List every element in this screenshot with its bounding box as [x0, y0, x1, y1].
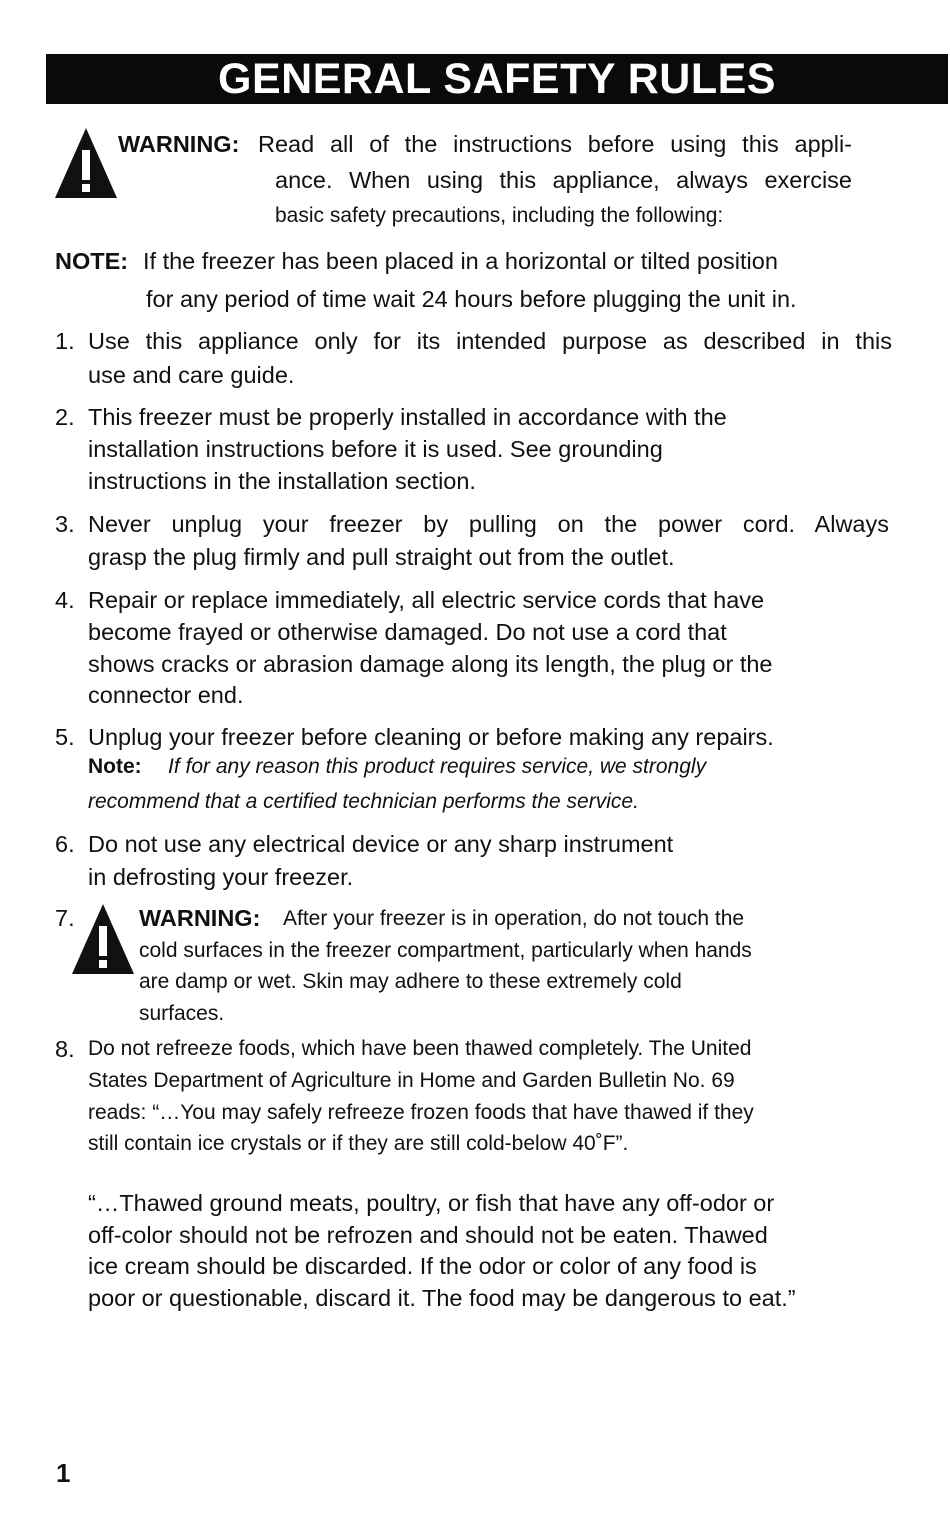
- item-7-number: 7.: [55, 905, 75, 931]
- item-8-quote-line-4: poor or questionable, discard it. The food may be dangerous to eat.”: [88, 1285, 796, 1311]
- warning-triangle-icon: [53, 126, 119, 200]
- warning-label: WARNING:: [118, 131, 240, 157]
- warning-triangle-icon: [70, 902, 136, 976]
- item-8-line-2: States Department of Agriculture in Home and Garden Bulletin No. 69: [88, 1069, 735, 1092]
- item-7-line-2: cold surfaces in the freezer compartment, particularly when hands: [139, 939, 752, 962]
- item-1-line-1: Use this appliance only for its intended purpose as described in this: [88, 328, 892, 354]
- item-5-note-label: Note:: [88, 755, 142, 778]
- item-3-number: 3.: [55, 511, 75, 537]
- item-8-quote-line-1: “…Thawed ground meats, poultry, or fish that have any off-odor or: [88, 1190, 775, 1216]
- item-3-line-1: Never unplug your freezer by pulling on the power cord. Always: [88, 511, 889, 537]
- item-4-line-1: Repair or replace immediately, all electric service cords that have: [88, 587, 765, 613]
- warning-line-2: ance. When using this appliance, always exercise: [275, 167, 852, 193]
- note-line-1: If the freezer has been placed in a horizontal or tilted position: [143, 248, 778, 274]
- item-2-number: 2.: [55, 404, 75, 430]
- item-6-line-1: Do not use any electrical device or any sharp instrument: [88, 831, 674, 857]
- page-title: GENERAL SAFETY RULES: [46, 54, 948, 104]
- item-7-warning-label: WARNING:: [139, 905, 261, 931]
- item-2-line-1: This freezer must be properly installed in accordance with the: [88, 404, 727, 430]
- item-7-line-1: After your freezer is in operation, do not touch the: [283, 907, 745, 930]
- warning-line-3: basic safety precautions, including the following:: [275, 204, 724, 227]
- item-8-quote-line-3: ice cream should be discarded. If the odor or color of any food is: [88, 1253, 757, 1279]
- item-3-line-2: grasp the plug firmly and pull straight out from the outlet.: [88, 544, 675, 570]
- item-2-line-3: instructions in the installation section.: [88, 468, 476, 494]
- item-4-line-3: shows cracks or abrasion damage along its length, the plug or the: [88, 651, 773, 677]
- item-8-number: 8.: [55, 1036, 75, 1062]
- page-number: 1: [56, 1458, 71, 1488]
- item-7-line-3: are damp or wet. Skin may adhere to these extremely cold: [139, 970, 682, 993]
- item-2-line-2: installation instructions before it is used. See grounding: [88, 436, 663, 462]
- item-5-line-1: Unplug your freezer before cleaning or before making any repairs.: [88, 724, 774, 750]
- item-8-line-3: reads: “…You may safely refreeze frozen foods that have thawed if they: [88, 1101, 754, 1124]
- item-5-number: 5.: [55, 724, 75, 750]
- warning-line-1: Read all of the instructions before using this appli-: [258, 131, 852, 157]
- item-4-line-2: become frayed or otherwise damaged. Do not use a cord that: [88, 619, 727, 645]
- item-8-line-4: still contain ice crystals or if they are still cold-below 40˚F”.: [88, 1132, 629, 1155]
- item-4-number: 4.: [55, 587, 75, 613]
- item-8-quote-line-2: off-color should not be refrozen and should not be eaten. Thawed: [88, 1222, 768, 1248]
- item-6-number: 6.: [55, 831, 75, 857]
- item-7-line-4: surfaces.: [139, 1002, 225, 1025]
- note-line-2: for any period of time wait 24 hours before plugging the unit in.: [146, 286, 797, 312]
- item-8-line-1: Do not refreeze foods, which have been thawed completely. The United: [88, 1037, 752, 1060]
- item-6-line-2: in defrosting your freezer.: [88, 864, 354, 890]
- note-label: NOTE:: [55, 248, 129, 274]
- item-1-number: 1.: [55, 328, 75, 354]
- item-5-note-line-1: If for any reason this product requires service, we strongly: [168, 755, 707, 778]
- item-1-line-2: use and care guide.: [88, 362, 295, 388]
- item-4-line-4: connector end.: [88, 682, 244, 708]
- item-5-note-line-2: recommend that a certified technician performs the service.: [88, 790, 639, 813]
